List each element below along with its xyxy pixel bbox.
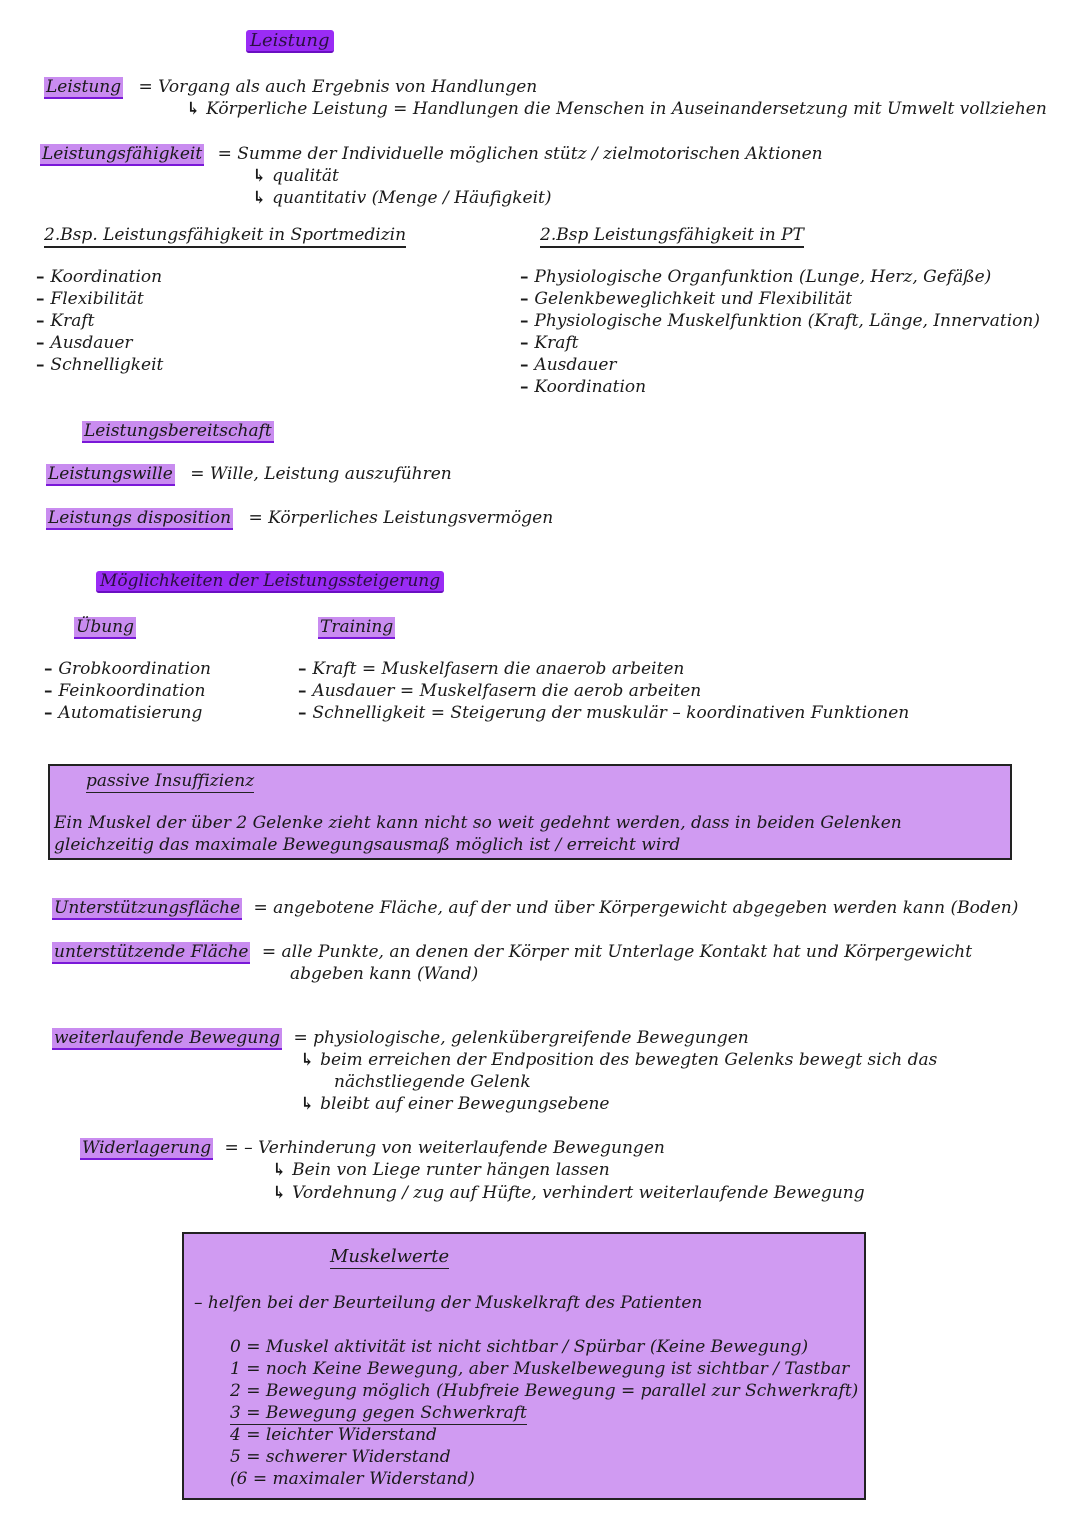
insuffizienz-title: passive Insuffizienz [86, 771, 255, 791]
list-item: – Kraft [36, 310, 163, 332]
training-list [298, 658, 909, 724]
weiterlaufend-definition [52, 1027, 749, 1049]
bsp2-heading: 2.Bsp Leistungsfähigkeit in PT [540, 224, 804, 248]
insuffizienz-line2: gleichzeitig das maximale Bewegungsausmaß möglich ist / erreicht wird [54, 835, 681, 855]
muskelwert-0: 0 = Muskel aktivität ist nicht sichtbar / Spürbar (Keine Bewegung) [230, 1337, 809, 1357]
bereitschaft-title: Leistungsbereitschaft [84, 421, 272, 441]
muskelwerte-box [182, 1232, 866, 1500]
uebung-list [44, 658, 211, 724]
leistungsdisposition-term: Leistungs disposition [48, 508, 232, 528]
list-item: – Grobkoordination [44, 658, 211, 680]
leistungsfaehigkeit-definition [40, 143, 823, 165]
list-item: – Schnelligkeit [36, 354, 163, 376]
widerlagerung-definition [80, 1137, 665, 1159]
muskelwert-5: 5 = schwerer Widerstand [230, 1447, 451, 1467]
list-item: – Schnelligkeit = Steigerung der muskulär – koordinativen Funktionen [298, 702, 909, 724]
list-item: – Ausdauer = Muskelfasern die aerob arbeiten [298, 680, 909, 702]
leistungsdisposition-definition [46, 507, 553, 529]
unterstuetzungsflaeche-definition [52, 897, 1018, 919]
bsp2-list [520, 266, 1040, 398]
unterstuetzungsflaeche-def: = angebotene Fläche, auf der und über Körpergewicht abgegeben werden kann (Boden) [253, 898, 1019, 918]
widerlagerung-term: Widerlagerung [82, 1138, 212, 1158]
leistungsfaehigkeit-term: Leistungsfähigkeit [42, 144, 203, 164]
muskelwert-3: 3 = Bewegung gegen Schwerkraft [230, 1403, 527, 1423]
list-item: – Ausdauer [520, 354, 1040, 376]
muskelwert-2: 2 = Bewegung möglich (Hubfreie Bewegung = parallel zur Schwerkraft) [230, 1381, 859, 1401]
leistung-def: = Vorgang als auch Ergebnis von Handlungen [138, 77, 538, 97]
list-item: – Physiologische Organfunktion (Lunge, Herz, Gefäße) [520, 266, 1040, 288]
leistungsfaehigkeit-sub1: ↳ qualität [252, 165, 339, 187]
page-title: Leistung [246, 30, 334, 52]
list-item: – Ausdauer [36, 332, 163, 354]
list-item: – Kraft [520, 332, 1040, 354]
list-item: – Kraft = Muskelfasern die anaerob arbeiten [298, 658, 909, 680]
leistungswille-term: Leistungswille [48, 464, 173, 484]
widerlagerung-sub2: ↳ Vordehnung / zug auf Hüfte, verhindert weiterlaufende Bewegung [272, 1182, 865, 1204]
widerlagerung-def: = – Verhinderung von weiterlaufende Bewegungen [224, 1138, 665, 1158]
muskelwert-4: 4 = leichter Widerstand [230, 1425, 437, 1445]
unterstuetzende-flaeche-definition [52, 941, 972, 963]
weiterlaufend-sub2: ↳ bleibt auf einer Bewegungsebene [300, 1093, 610, 1115]
training-title: Training [320, 617, 394, 637]
list-item: – Physiologische Muskelfunktion (Kraft, Länge, Innervation) [520, 310, 1040, 332]
leistung-definition [44, 76, 537, 98]
weiterlaufend-def: = physiologische, gelenkübergreifende Bewegungen [293, 1028, 749, 1048]
weiterlaufend-term: weiterlaufende Bewegung [54, 1028, 281, 1048]
leistungsfaehigkeit-def: = Summe der Individuelle möglichen stütz / zielmotorischen Aktionen [217, 144, 823, 164]
list-item: – Koordination [520, 376, 1040, 398]
insuffizienz-line1: Ein Muskel der über 2 Gelenke zieht kann nicht so weit gedehnt werden, dass in beiden Gelenken [54, 813, 902, 833]
unterstuetzende-flaeche-def2: abgeben kann (Wand) [290, 964, 479, 984]
unterstuetzende-flaeche-term: unterstützende Fläche [54, 942, 249, 962]
leistungsfaehigkeit-sub2: ↳ quantitativ (Menge / Häufigkeit) [252, 187, 552, 209]
list-item: – Koordination [36, 266, 163, 288]
unterstuetzende-flaeche-def: = alle Punkte, an denen der Körper mit Unterlage Kontakt hat und Körpergewicht [261, 942, 973, 962]
list-item: – Gelenkbeweglichkeit und Flexibilität [520, 288, 1040, 310]
weiterlaufend-sub1: ↳ beim erreichen der Endposition des bewegten Gelenks bewegt sich das [300, 1049, 937, 1071]
widerlagerung-sub1: ↳ Bein von Liege runter hängen lassen [272, 1159, 610, 1181]
bsp1-heading: 2.Bsp. Leistungsfähigkeit in Sportmedizin [44, 224, 406, 248]
steigerung-title: Möglichkeiten der Leistungssteigerung [96, 570, 444, 592]
list-item: – Flexibilität [36, 288, 163, 310]
list-item: – Feinkoordination [44, 680, 211, 702]
leistungswille-definition [46, 463, 452, 485]
list-item: – Automatisierung [44, 702, 211, 724]
unterstuetzungsflaeche-term: Unterstützungsfläche [54, 898, 241, 918]
leistungswille-def: = Wille, Leistung auszuführen [190, 464, 452, 484]
leistungsdisposition-def: = Körperliches Leistungsvermögen [248, 508, 554, 528]
insuffizienz-box [48, 764, 1012, 860]
leistung-sub: ↳ Körperliche Leistung = Handlungen die Menschen in Auseinandersetzung mit Umwelt vollziehen [186, 98, 1047, 120]
bsp1-list [36, 266, 163, 376]
uebung-title: Übung [76, 617, 134, 637]
weiterlaufend-sub1b: nächstliegende Gelenk [334, 1072, 531, 1092]
muskelwert-6: (6 = maximaler Widerstand) [230, 1469, 475, 1489]
muskelwert-1: 1 = noch Keine Bewegung, aber Muskelbewegung ist sichtbar / Tastbar [230, 1359, 850, 1379]
leistung-term: Leistung [46, 77, 122, 97]
muskelwerte-title: Muskelwerte [330, 1246, 450, 1267]
muskelwerte-intro: – helfen bei der Beurteilung der Muskelkraft des Patienten [194, 1293, 703, 1313]
